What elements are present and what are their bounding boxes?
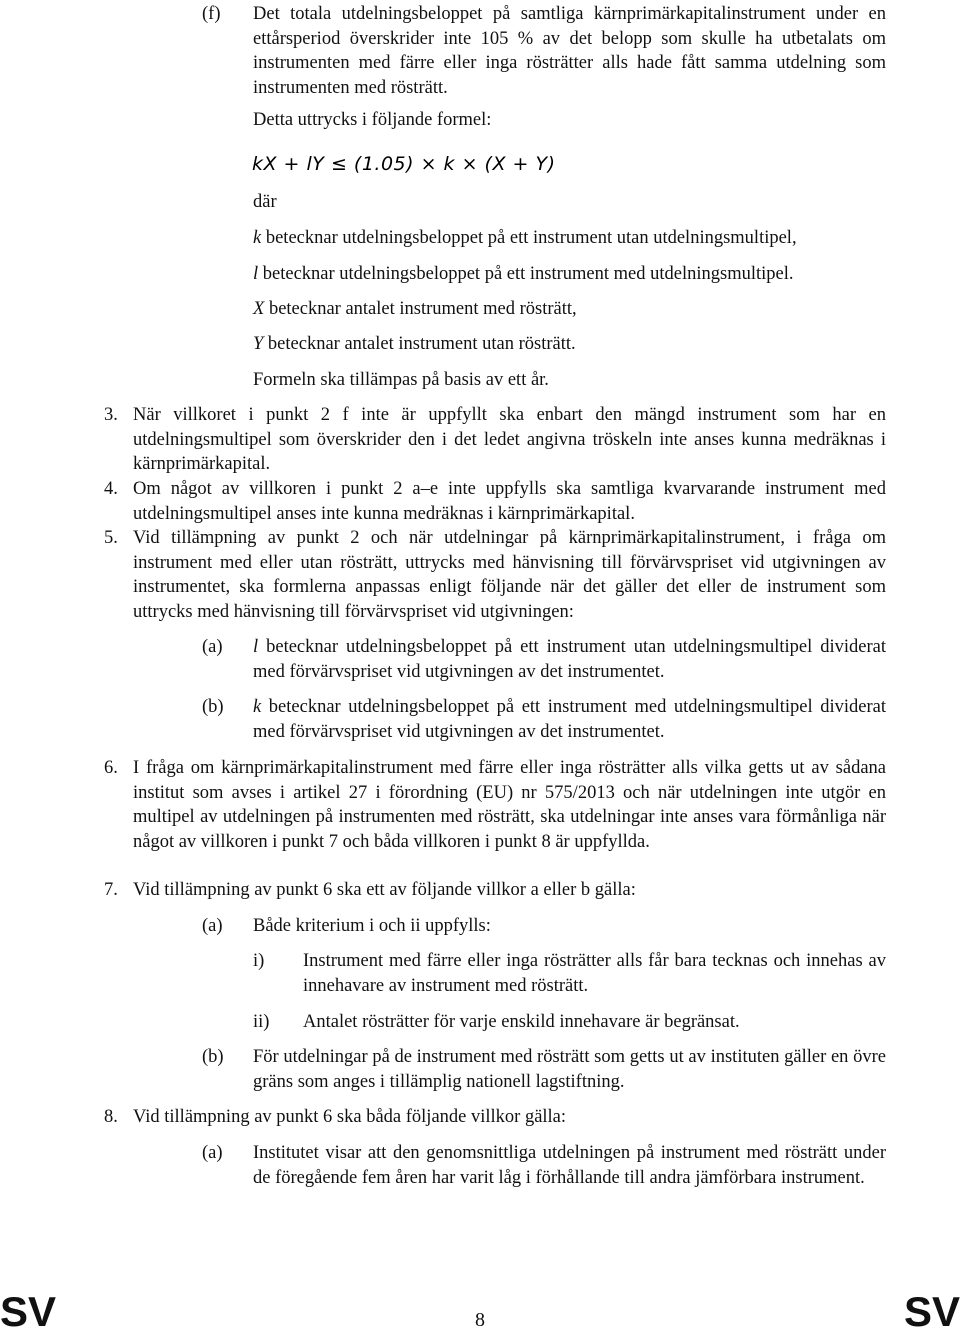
definition-y-text: betecknar antalet instrument utan rösträtt. <box>263 334 576 354</box>
formula-intro: Detta uttrycks i följande formel: <box>253 110 492 130</box>
paragraph-number-4: 4. <box>104 479 118 499</box>
definition-x-text: betecknar antalet instrument med rösträtt, <box>264 299 577 319</box>
item-5a-text <box>253 635 886 684</box>
definition-y <box>253 332 576 356</box>
definition-k-text: betecknar utdelningsbeloppet på ett instrument utan utdelningsmultipel, <box>261 228 797 248</box>
symbol-y: Y <box>253 334 264 354</box>
definition-x <box>253 297 577 321</box>
item-f-text: Det totala utdelningsbeloppet på samtliga kärnprimärkapitalinstrument under en ettårsperiod överskrider inte 105 % av det belopp som skulle ha utbetalats om instrumenten med färre eller inga rösträtter alls hade fått samma utdelning som instrumenten med rösträtt. <box>253 4 886 98</box>
formula-basis: Formeln ska tillämpas på basis av ett år. <box>253 370 549 390</box>
paragraph-6-text: I fråga om kärnprimärkapitalinstrument med färre eller inga rösträtter alls vilka getts ut av sådana institut som avses i artikel 27 i förordning (EU) nr 575/2013 och när utdelningen inte utgör en multipel av utdelningen på instrumenten med rösträtt, ska utdelningar inte anses vara förmånliga när något av villkoren i punkt 7 och båda villkoren i punkt 8 är uppfyllda. <box>133 758 886 852</box>
symbol-k: k <box>253 228 262 248</box>
paragraph-7-text: Vid tillämpning av punkt 6 ska ett av följande villkor a eller b gälla: <box>133 880 636 900</box>
paragraph-number-3: 3. <box>104 405 118 425</box>
item-label-7a-i: i) <box>253 951 265 971</box>
symbol-x: X <box>253 299 265 319</box>
footer-language-left: SV <box>0 1288 57 1335</box>
item-label-5b: (b) <box>202 697 224 717</box>
dar-label: där <box>253 192 277 212</box>
item-label-5a: (a) <box>202 637 223 657</box>
item-7a-ii-text: Antalet rösträtter för varje enskild innehavare är begränsat. <box>303 1012 740 1032</box>
paragraph-5-text: Vid tillämpning av punkt 2 och när utdelningar på kärnprimärkapitalinstrument, i fråga om instrument med eller utan rösträtt, uttrycks med hänvisning till förvärvspriset vid utgivningen av instrumentet, ska formlerna anpassas enligt följande när det gäller det eller de instrument som uttrycks med hänvisning till förvärvspriset vid utgivningen: <box>133 528 886 622</box>
page-number: 8 <box>475 1309 485 1331</box>
symbol-l: l <box>253 637 259 657</box>
formula: kX + lY ≤ (1.05) × k × (X + Y) <box>252 153 556 175</box>
paragraph-3-text: När villkoret i punkt 2 f inte är uppfyllt ska enbart den mängd instrument som har en utdelningsmultipel som överskrider den i det ledet angivna tröskeln inte anses kunna medräknas i kärnprimärkapital. <box>133 405 886 474</box>
item-5b-text <box>253 695 886 744</box>
symbol-l: l <box>253 264 259 284</box>
paragraph-number-7: 7. <box>104 880 118 900</box>
definition-k <box>253 226 797 250</box>
item-5a-body: betecknar utdelningsbeloppet på ett instrument utan utdelningsmultipel dividerat med förvärvspriset vid utgivningen av det instrumentet. <box>253 637 886 682</box>
item-8a-text: Institutet visar att den genomsnittliga utdelningen på instrument med rösträtt under de föregående fem åren har varit låg i förhållande till andra jämförbara instrument. <box>253 1143 886 1188</box>
item-label-f: (f) <box>202 4 221 24</box>
paragraph-number-6: 6. <box>104 758 118 778</box>
definition-l-text: betecknar utdelningsbeloppet på ett instrument med utdelningsmultipel. <box>258 264 794 284</box>
definition-l <box>253 262 794 286</box>
paragraph-4-text: Om något av villkoren i punkt 2 a–e inte uppfylls ska samtliga kvarvarande instrument med utdelningsmultipel anses inte kunna medräknas i kärnprimärkapital. <box>133 479 886 524</box>
paragraph-8-text: Vid tillämpning av punkt 6 ska båda följande villkor gälla: <box>133 1107 567 1127</box>
symbol-k: k <box>253 697 262 717</box>
item-label-8a: (a) <box>202 1143 223 1163</box>
item-7a-text: Både kriterium i och ii uppfylls: <box>253 916 491 936</box>
item-7b-text: För utdelningar på de instrument med rösträtt som getts ut av instituten gäller en övre gräns som anges i tillämplig nationell lagstiftning. <box>253 1047 886 1092</box>
footer-language-right: SV <box>903 1288 960 1335</box>
item-label-7b: (b) <box>202 1047 224 1067</box>
paragraph-number-8: 8. <box>104 1107 118 1127</box>
item-7a-i-text: Instrument med färre eller inga rösträtter alls får bara tecknas och innehas av innehavare av instrument med rösträtt. <box>303 951 886 996</box>
item-label-7a: (a) <box>202 916 223 936</box>
paragraph-number-5: 5. <box>104 528 118 548</box>
item-label-7a-ii: ii) <box>253 1012 270 1032</box>
item-5b-body: betecknar utdelningsbeloppet på ett instrument med utdelningsmultipel dividerat med förvärvspriset vid utgivningen av det instrumentet. <box>253 697 886 742</box>
